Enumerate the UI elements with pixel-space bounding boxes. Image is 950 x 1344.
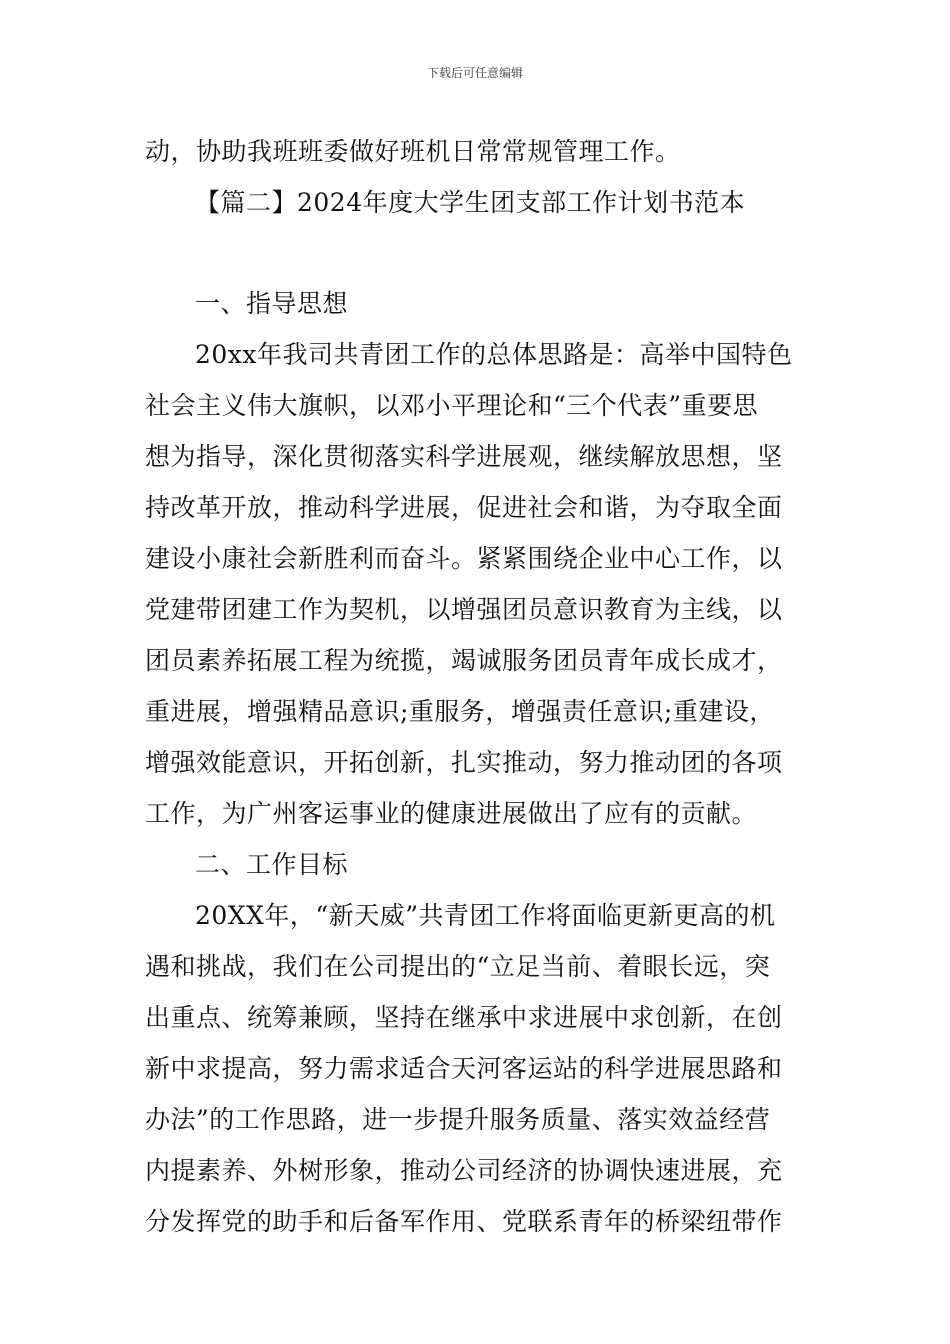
text-line: 遇和挑战，我们在公司提出的“立足当前、着眼长远，突 bbox=[145, 952, 771, 981]
text-line: 20XX年，“新天威”共青团工作将面临更新更高的机 bbox=[195, 901, 776, 930]
document-body bbox=[145, 126, 805, 1247]
text-line: 办法”的工作思路，进一步提升服务质量、落实效益经营 bbox=[145, 1105, 771, 1134]
text-line: 二、工作目标 bbox=[195, 850, 349, 879]
blank-line bbox=[145, 228, 805, 278]
text-line: 出重点、统筹兼顾，坚持在继承中求进展中求创新，在创 bbox=[145, 1003, 783, 1032]
text-line: 建设小康社会新胜利而奋斗。紧紧围绕企业中心工作，以 bbox=[145, 544, 783, 573]
text-line: 工作，为广州客运事业的健康进展做出了应有的贡献。 bbox=[145, 799, 758, 828]
section-title: 【篇二】2024年度大学生团支部工作计划书范本 bbox=[195, 188, 746, 217]
text-line: 分发挥党的助手和后备军作用、党联系青年的桥梁纽带作 bbox=[145, 1207, 783, 1236]
text-line: 想为指导，深化贯彻落实科学进展观，继续解放思想，坚 bbox=[145, 442, 783, 471]
text-line: 党建带团建工作为契机，以增强团员意识教育为主线，以 bbox=[145, 595, 783, 624]
text-line: 增强效能意识，开拓创新，扎实推动，努力推动团的各项 bbox=[145, 748, 783, 777]
text-line: 20xx年我司共青团工作的总体思路是：高举中国特色 bbox=[195, 340, 793, 369]
page-header: 下载后可任意编辑 bbox=[426, 66, 523, 80]
text-line: 持改革开放，推动科学进展，促进社会和谐，为夺取全面 bbox=[145, 493, 783, 522]
text-line: 新中求提高，努力需求适合天河客运站的科学进展思路和 bbox=[145, 1054, 783, 1083]
text-line: 团员素养拓展工程为统揽，竭诚服务团员青年成长成才， bbox=[145, 646, 783, 675]
text-line: 重进展，增强精品意识;重服务，增强责任意识;重建设， bbox=[145, 697, 775, 726]
text-line: 社会主义伟大旗帜，以邓小平理论和“三个代表”重要思 bbox=[145, 391, 759, 420]
text-line: 动，协助我班班委做好班机日常常规管理工作。 bbox=[145, 137, 681, 166]
text-line: 内提素养、外树形象，推动公司经济的协调快速进展，充 bbox=[145, 1156, 783, 1185]
text-line: 一、指导思想 bbox=[195, 289, 349, 318]
